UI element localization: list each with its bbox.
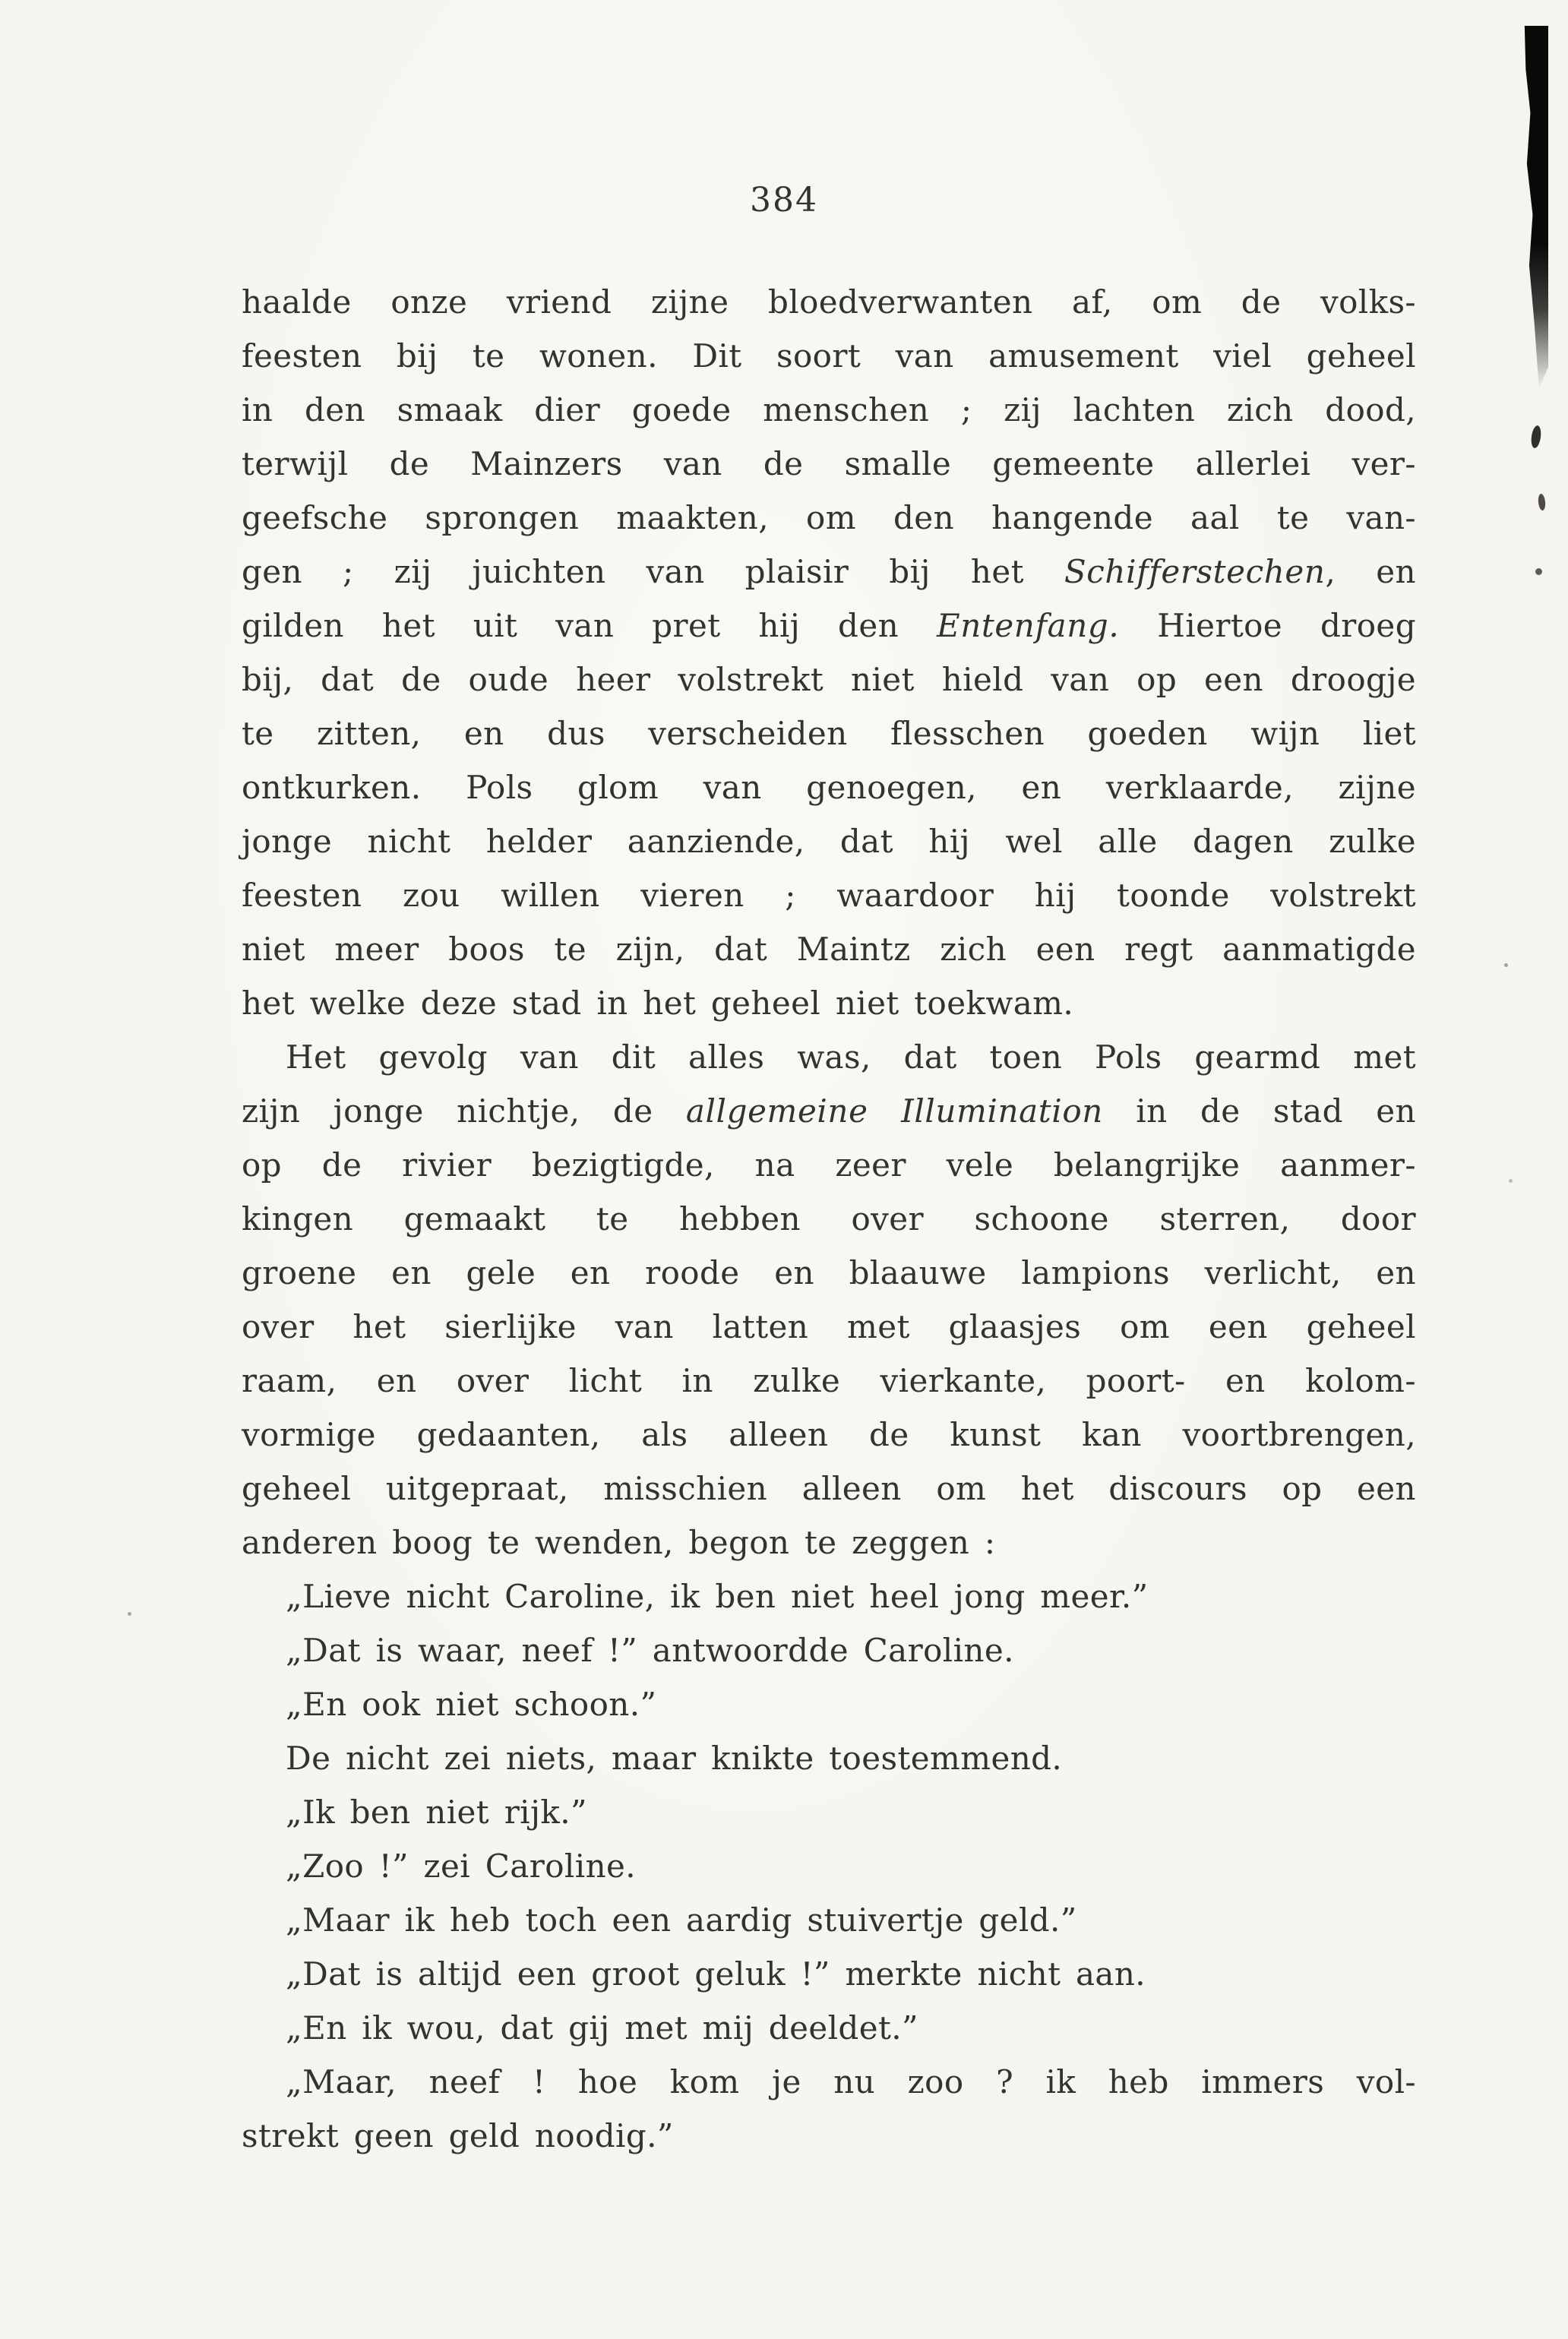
italic-term: Entenfang. [936,607,1120,644]
italic-term: allgemeine Illumination [685,1092,1103,1130]
text-line: feesten zou willen vieren ; waardoor hij toonde volstrekt [242,877,1416,914]
text-line: groene en gele en roode en blaauwe lampions verlicht, en [242,1254,1416,1291]
text-line: haalde onze vriend zijne bloedverwanten af, om de volks- [242,283,1416,321]
dialogue-section [242,1569,1416,2163]
line-segment: gen ; zij juichten van plaisir bij het [242,553,1064,590]
text-line: in den smaak dier goede menschen ; zij lachten zich dood, [242,391,1416,428]
text-line: geheel uitgepraat, misschien alleen om het discours op een [242,1470,1416,1507]
paragraph-2 [242,1030,1416,1569]
dialogue-line: De nicht zei niets, maar knikte toestemmend. [286,1740,1063,1777]
text-line: Het gevolg van dit alles was, dat toen Pols gearmd met [286,1038,1416,1076]
line-segment: gilden het uit van pret hij den [242,607,937,644]
page-number: 384 [750,181,818,220]
dialogue-line: „Dat is waar, neef !” antwoordde Caroline. [286,1632,1014,1669]
dialogue-line: strekt geen geld noodig.” [242,2117,674,2154]
text-line: feesten bij te wonen. Dit soort van amusement viel geheel [242,337,1416,375]
text-line: bij, dat de oude heer volstrekt niet hield van op een droogje [242,661,1416,698]
text-line: ontkurken. Pols glom van genoegen, en verklaarde, zijne [242,769,1416,806]
dialogue-line: „En ik wou, dat gij met mij deeldet.” [286,2009,918,2047]
scan-artifact-mark-2 [1538,494,1546,511]
scan-speck-3 [1509,1179,1513,1183]
dialogue-line: „Lieve nicht Caroline, ik ben niet heel jong meer.” [286,1578,1149,1615]
text-line: geefsche sprongen maakten, om den hangende aal te van- [242,499,1416,536]
text-line: het welke deze stad in het geheel niet toekwam. [242,985,1074,1022]
line-segment: Hiertoe droeg [1119,607,1416,644]
line-segment: zijn jonge nichtje, de [242,1092,686,1130]
text-column [242,275,1416,2163]
dialogue-line: „Zoo !” zei Caroline. [286,1847,637,1885]
line-segment: , en [1325,553,1416,590]
text-line: raam, en over licht in zulke vierkante, poort- en kolom- [242,1362,1416,1399]
italic-term: Schifferstechen [1064,553,1326,590]
text-line: niet meer boos te zijn, dat Maintz zich een regt aanmatigde [242,931,1416,968]
scan-artifact-mark-3 [1535,568,1542,575]
dialogue-line: „Dat is altijd een groot geluk !” merkte nicht aan. [286,1955,1146,1993]
text-line [242,599,1416,653]
scan-speck-2 [1504,963,1508,967]
line-segment: in de stad en [1102,1092,1416,1130]
paragraph-1 [242,275,1416,1030]
text-line: anderen boog te wenden, begon te zeggen : [242,1524,996,1561]
dialogue-line: „En ook niet schoon.” [286,1686,657,1723]
text-line: terwijl de Mainzers van de smalle gemeente allerlei ver- [242,445,1416,482]
text-line: vormige gedaanten, als alleen de kunst kan voortbrengen, [242,1416,1416,1453]
text-line [242,1084,1416,1138]
text-line: over het sierlijke van latten met glaasjes om een geheel [242,1308,1416,1345]
text-line: kingen gemaakt te hebben over schoone sterren, door [242,1200,1416,1237]
dialogue-line: „Maar, neef ! hoe kom je nu zoo ? ik heb immers vol- [286,2063,1416,2100]
scan-speck-1 [128,1612,131,1616]
text-line: op de rivier bezigtigde, na zeer vele belangrijke aanmer- [242,1146,1416,1184]
text-line [242,545,1416,599]
text-line: te zitten, en dus verscheiden flesschen goeden wijn liet [242,715,1416,752]
dialogue-line: „Ik ben niet rijk.” [286,1794,587,1831]
text-line: jonge nicht helder aanziende, dat hij wel alle dagen zulke [242,823,1416,860]
scan-artifact-mark-1 [1530,425,1542,448]
dialogue-line: „Maar ik heb toch een aardig stuivertje geld.” [286,1901,1077,1939]
